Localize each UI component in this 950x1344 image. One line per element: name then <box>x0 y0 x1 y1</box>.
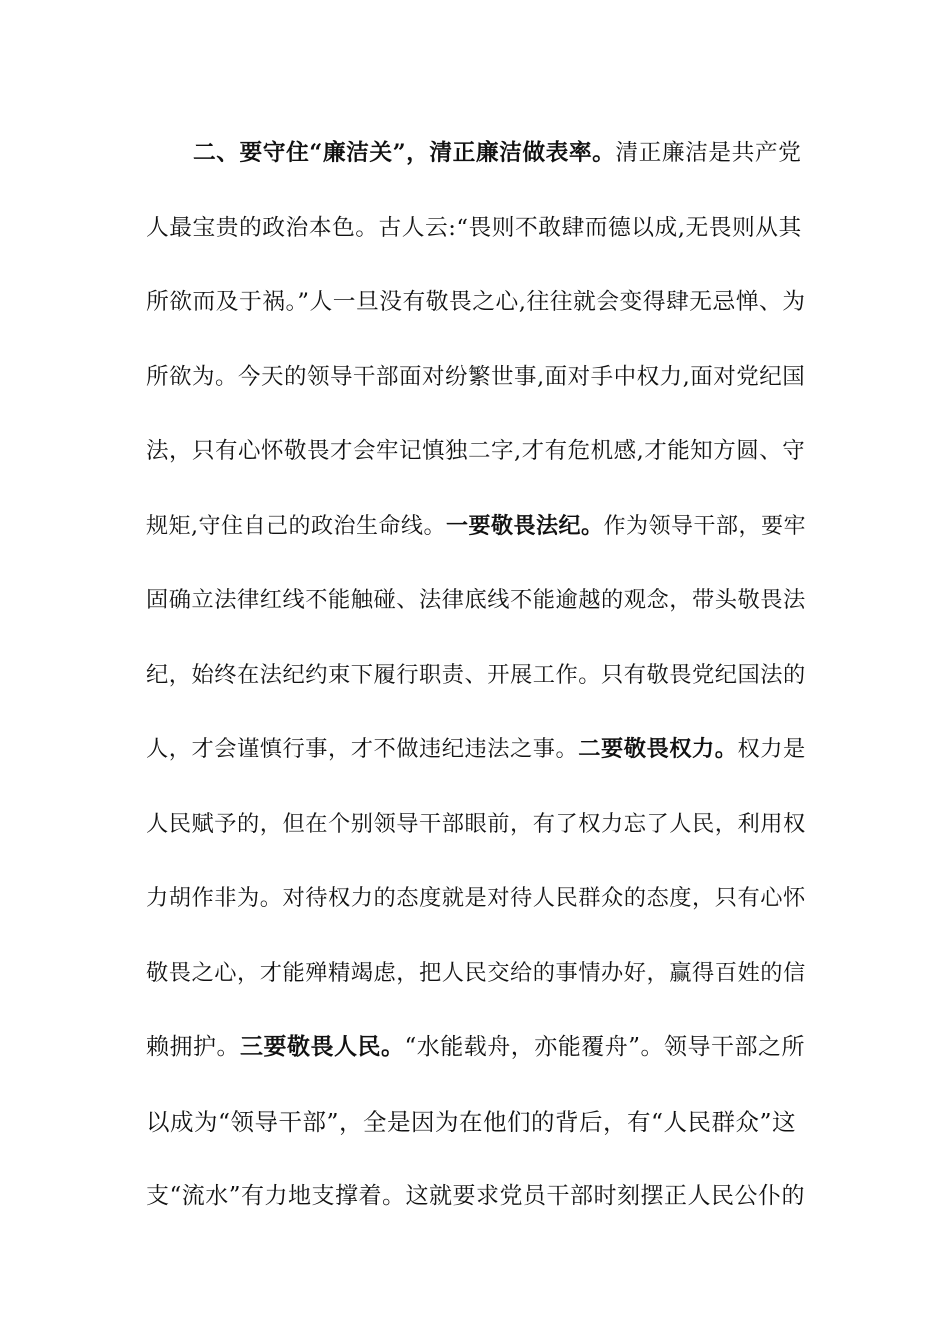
body-text: 固确立法律红线不能触碰、法律底线不能逾越的观念，带头敬畏法 <box>146 587 806 613</box>
body-text: 法，只有心怀敬畏才会牢记慎独二字,才有危机感,才能知方圆、守 <box>146 438 806 464</box>
text-line <box>146 1097 806 1172</box>
text-line <box>146 799 806 874</box>
bold-heading-text: 二要敬畏权力。 <box>578 736 738 762</box>
body-text: 以成为“领导干部”，全是因为在他们的背后，有“人民群众”这 <box>146 1107 797 1136</box>
text-line <box>146 1022 806 1097</box>
body-text: 敬畏之心，才能殚精竭虑，把人民交给的事情办好，赢得百姓的信 <box>146 959 806 986</box>
text-line <box>146 277 806 352</box>
body-text: 作为领导干部，要牢 <box>603 513 807 539</box>
bold-heading-text: 三要敬畏人民。 <box>240 1033 405 1060</box>
text-line <box>146 948 806 1023</box>
body-text: 清正廉洁是共产党 <box>615 140 802 166</box>
body-text: 权力是 <box>737 736 806 762</box>
text-line <box>146 426 806 501</box>
text-line <box>146 128 806 203</box>
text-line <box>146 203 806 278</box>
text-line <box>146 501 806 576</box>
body-text: 纪，始终在法纪约束下履行职责、开展工作。只有敬畏党纪国法的 <box>146 661 806 688</box>
body-text: 人最宝贵的政治本色。古人云:“畏则不敢肆而德以成,无畏则从其 <box>146 214 802 241</box>
bold-heading-text: 二、要守住“廉洁关”，清正廉洁做表率。 <box>193 140 616 166</box>
body-text: 赖拥护。 <box>146 1034 240 1060</box>
text-line <box>146 873 806 948</box>
body-text: 人民赋予的，但在个别领导干部眼前，有了权力忘了人民，利用权 <box>146 810 806 837</box>
bold-heading-text: 一要敬畏法纪。 <box>446 512 604 539</box>
text-line <box>146 575 806 650</box>
text-line <box>146 650 806 725</box>
body-text: 力胡作非为。对待权力的态度就是对待人民群众的态度，只有心怀 <box>146 885 806 911</box>
text-line <box>146 724 806 799</box>
body-text: 支“流水”有力地支撑着。这就要求党员干部时刻摆正人民公仆的 <box>146 1183 806 1209</box>
body-text: 所欲而及于祸。”人一旦没有敬畏之心,往往就会变得肆无忌惮、为 <box>146 289 806 315</box>
body-text: “水能载舟，亦能覆舟”。领导干部之所 <box>404 1034 806 1060</box>
body-text: 人，才会谨慎行事，才不做违纪违法之事。 <box>146 736 579 762</box>
body-text: 规矩,守住自己的政治生命线。 <box>146 513 446 539</box>
document-body <box>146 128 806 1246</box>
text-line <box>146 352 806 427</box>
body-text: 所欲为。今天的领导干部面对纷繁世事,面对手中权力,面对党纪国 <box>146 363 806 390</box>
text-line <box>146 1171 806 1246</box>
